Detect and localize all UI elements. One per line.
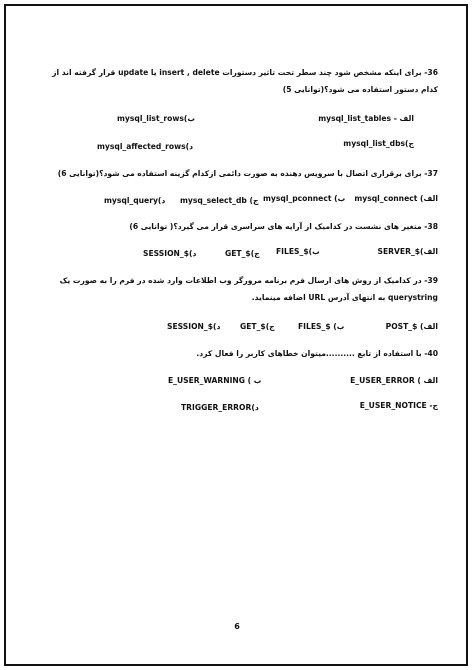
q37-option-b: ب) mysql_pconnect: [263, 194, 346, 203]
q36-option-c: ج)mysql_list_dbs: [343, 139, 414, 148]
page-number: 6: [234, 622, 240, 631]
q39-option-c: ج)$_GET: [240, 322, 275, 331]
q37-option-a: الف) mysql_connect: [354, 194, 438, 203]
question-36-text: 36- برای اینکه مشخص شود چند سطر تحت تاثیر دستورات insert , delete یا update قرار گرفته اند از کدام دستور استفاده می شود؟(توانایی 5): [52, 68, 438, 94]
q39-option-a: الف) $_POST: [385, 322, 438, 331]
q38-option-b: ب)$_FILES: [276, 247, 320, 256]
q40-option-b: ب ) E_USER_WARNING: [168, 376, 262, 385]
q37-option-d: د)mysql_query: [104, 196, 166, 205]
q38-option-d: د)$_SESSION: [143, 249, 197, 258]
question-40-text: 40- با استفاده از تابع ..........میتوان خطاهای کاربر را فعال کرد.: [196, 349, 438, 358]
question-39-text: 39- در کدامیک از روش های ارسال فرم برنامه مرورگر وب اطلاعات وارد شده در فرم را به صورت یک querystring به انتهای آدرس URL اضافه مینماید.: [59, 276, 438, 302]
q39-option-b: ب) $_FILES: [298, 322, 345, 331]
q38-option-c: ج)$_GET: [225, 249, 260, 258]
question-37-text: 37- برای برقراری اتصال با سرویس دهنده به صورت دائمی ازکدام گزینه استفاده می شود؟(توانایی 6): [57, 169, 438, 178]
q36-option-a: الف - mysql_list_tables: [318, 114, 414, 123]
q39-option-d: د)$_SESSION: [167, 322, 221, 331]
q40-option-a: الف ) E_USER_ERROR: [350, 376, 438, 385]
q36-option-d: د)mysql_affected_rows: [97, 142, 194, 151]
q38-option-a: الف)$_SERVER: [377, 247, 438, 256]
q40-option-c: ج- E_USER_NOTICE: [359, 401, 438, 410]
question-38-text: 38- متغیر های نشست در کدامیک از آرایه های سراسری قرار می گیرد؟( توانایی 6): [129, 222, 438, 231]
q37-option-c: ج) mysq_select_db: [180, 196, 259, 205]
q36-option-b: ب)mysql_list_rows: [117, 114, 195, 123]
q40-option-d: د)TRIGGER_ERROR: [181, 403, 259, 412]
page-border: [4, 4, 468, 666]
